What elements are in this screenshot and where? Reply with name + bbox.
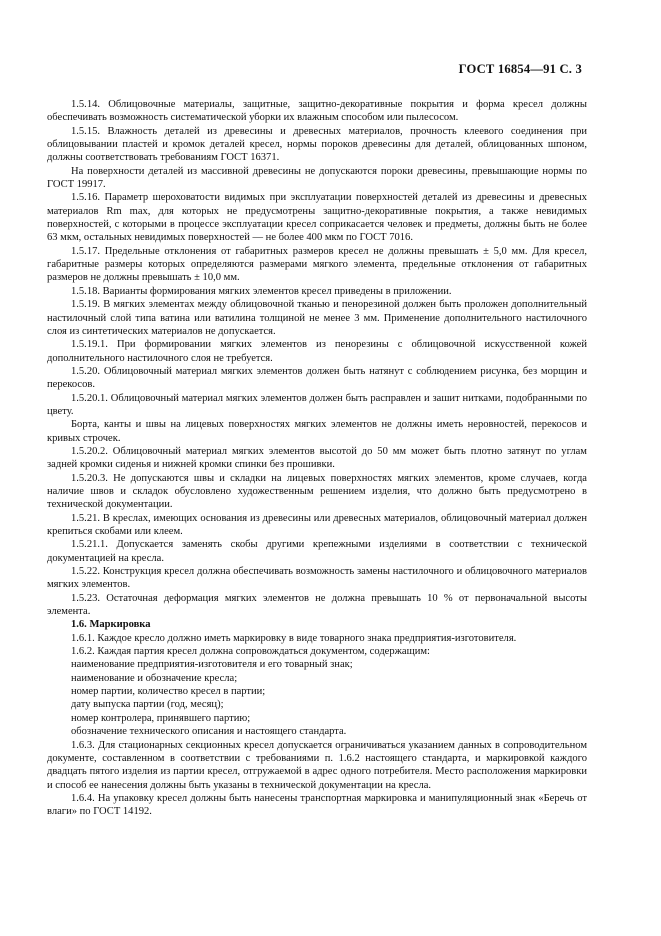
paragraph-1-5-15: 1.5.15. Влажность деталей из древесины и древесных материалов, прочность клеевого соединения при облицовывании пластей и кромок деталей кресел, нормы пороков древесины для деталей, облицованных шпоном, должны соответствовать требованиям ГОСТ 16371. [47,125,587,164]
document-body [47,98,587,819]
list-item: номер контролера, принявшего партию; [71,712,251,724]
paragraph-1-5-19-1: 1.5.19.1. При формировании мягких элементов из пенорезины с облицовочной искусственной кожей дополнительного настилочного слоя не требуется. [47,339,587,364]
paragraph-1-5-20-1: 1.5.20.1. Облицовочный материал мягких элементов должен быть расправлен и зашит нитками, подобранными по цвету. [47,392,587,417]
paragraph-1-5-21: 1.5.21. В креслах, имеющих основания из древесины или древесных материалов, облицовочный материал должен крепиться скобами или клеем. [47,512,587,537]
paragraph-1-5-23: 1.5.23. Остаточная деформация мягких элементов не должна превышать 10 % от первоначальной высоты элемента. [47,592,587,618]
list-item: дату выпуска партии (год, месяц); [71,699,224,711]
list-item: наименование предприятия-изготовителя и его товарный знак; [71,659,353,671]
paragraph-1-5-20-2: 1.5.20.2. Облицовочный материал мягких элементов высотой до 50 мм может быть плотно затянут по углам задней кромки сиденья и нижней кромки спинки без прошивки. [47,445,587,471]
paragraph-1-6-1: 1.6.1. Каждое кресло должно иметь маркировку в виде товарного знака предприятия-изготовителя. [71,632,517,644]
paragraph-1-6-3: 1.6.3. Для стационарных секционных кресел допускается ограничиваться указанием данных в сопроводительном документе, составленном в соответствии с требованиями п. 1.6.2 настоящего стандарта, и маркировкой каждого двадцать пятого изделия из партии кресел, отгружаемой в адрес одного потребителя. Место расположения маркировки и способ ее нанесения должны быть указаны в технической документации на кресла. [47,739,587,791]
paragraph-1-5-21-1: 1.5.21.1. Допускается заменять скобы другими крепежными изделиями в соответствии с технической документацией на кресла. [47,539,587,564]
list-item: номер партии, количество кресел в партии; [71,686,266,698]
list-item: наименование и обозначение кресла; [71,672,238,684]
paragraph-1-5-14: 1.5.14. Облицовочные материалы, защитные, защитно-декоративные покрытия и форма кресел должны обеспечивать возможность систематической уборки их влажным способом или пылесосом. [47,99,587,124]
paragraph-1-5-19: 1.5.19. В мягких элементах между облицовочной тканью и пенорезиной должен быть проложен дополнительный настилочный слой типа ватина или ватилина толщиной не менее 3 мм. Применение дополнительного настилочного слоя из синтетических материалов не допускается. [47,299,587,337]
paragraph-1-5-16: 1.5.16. Параметр шероховатости видимых при эксплуатации поверхностей деталей из древесины и древесных материалов Rm max, для которых не предусмотрены защитно-декоративные покрытия, а также невидимых поверхностей, с которыми в процессе эксплуатации кресел соприкасается человек и предметы, должны быть не более 63 мкм, остальных невидимых поверхностей — не более 400 мкм по ГОСТ 7016. [47,192,587,244]
paragraph-1-5-18: 1.5.18. Варианты формирования мягких элементов кресел приведены в приложении. [71,285,452,297]
paragraph-1-5-20: 1.5.20. Облицовочный материал мягких элементов должен быть натянут с соблюдением рисунка, без морщин и перекосов. [47,365,587,391]
list-item: обозначение технического описания и настоящего стандарта. [71,726,347,738]
paragraph-1-6-4: 1.6.4. На упаковку кресел должны быть нанесены транспортная маркировка и манипуляционный знак «Беречь от влаги» по ГОСТ 14192. [47,792,587,818]
paragraph-1-5-20-3: 1.5.20.3. Не допускаются швы и складки на лицевых поверхностях мягких элементов, кроме случаев, когда наличие швов и складок обусловлено художественным решением изделия, что должно быть предусмотрено в технической документации. [47,472,587,511]
paragraph-1-5-22: 1.5.22. Конструкция кресел должна обеспечивать возможность замены настилочного и облицовочного материалов мягких элементов. [47,566,587,591]
paragraph-1-6-2: 1.6.2. Каждая партия кресел должна сопровождаться документом, содержащим: [71,646,430,658]
page-header: ГОСТ 16854—91 С. 3 [458,62,582,76]
paragraph-1-5-17: 1.5.17. Предельные отклонения от габаритных размеров кресел не должны превышать ± 5,0 мм. Для кресел, габаритные размеры которых определяются размерами мягкого элемента, предельные отклонения от габаритных размеров не должны превышать ± 10,0 мм. [47,245,587,284]
paragraph-wood-defects: На поверхности деталей из массивной древесины не допускаются пороки древесины, превышающие нормы по ГОСТ 19917. [47,165,587,191]
paragraph-seams: Борта, канты и швы на лицевых поверхностях мягких элементов не должны иметь неровностей, перекосов и кривых строчек. [47,419,587,444]
section-heading-marking: 1.6. Маркировка [71,619,151,631]
